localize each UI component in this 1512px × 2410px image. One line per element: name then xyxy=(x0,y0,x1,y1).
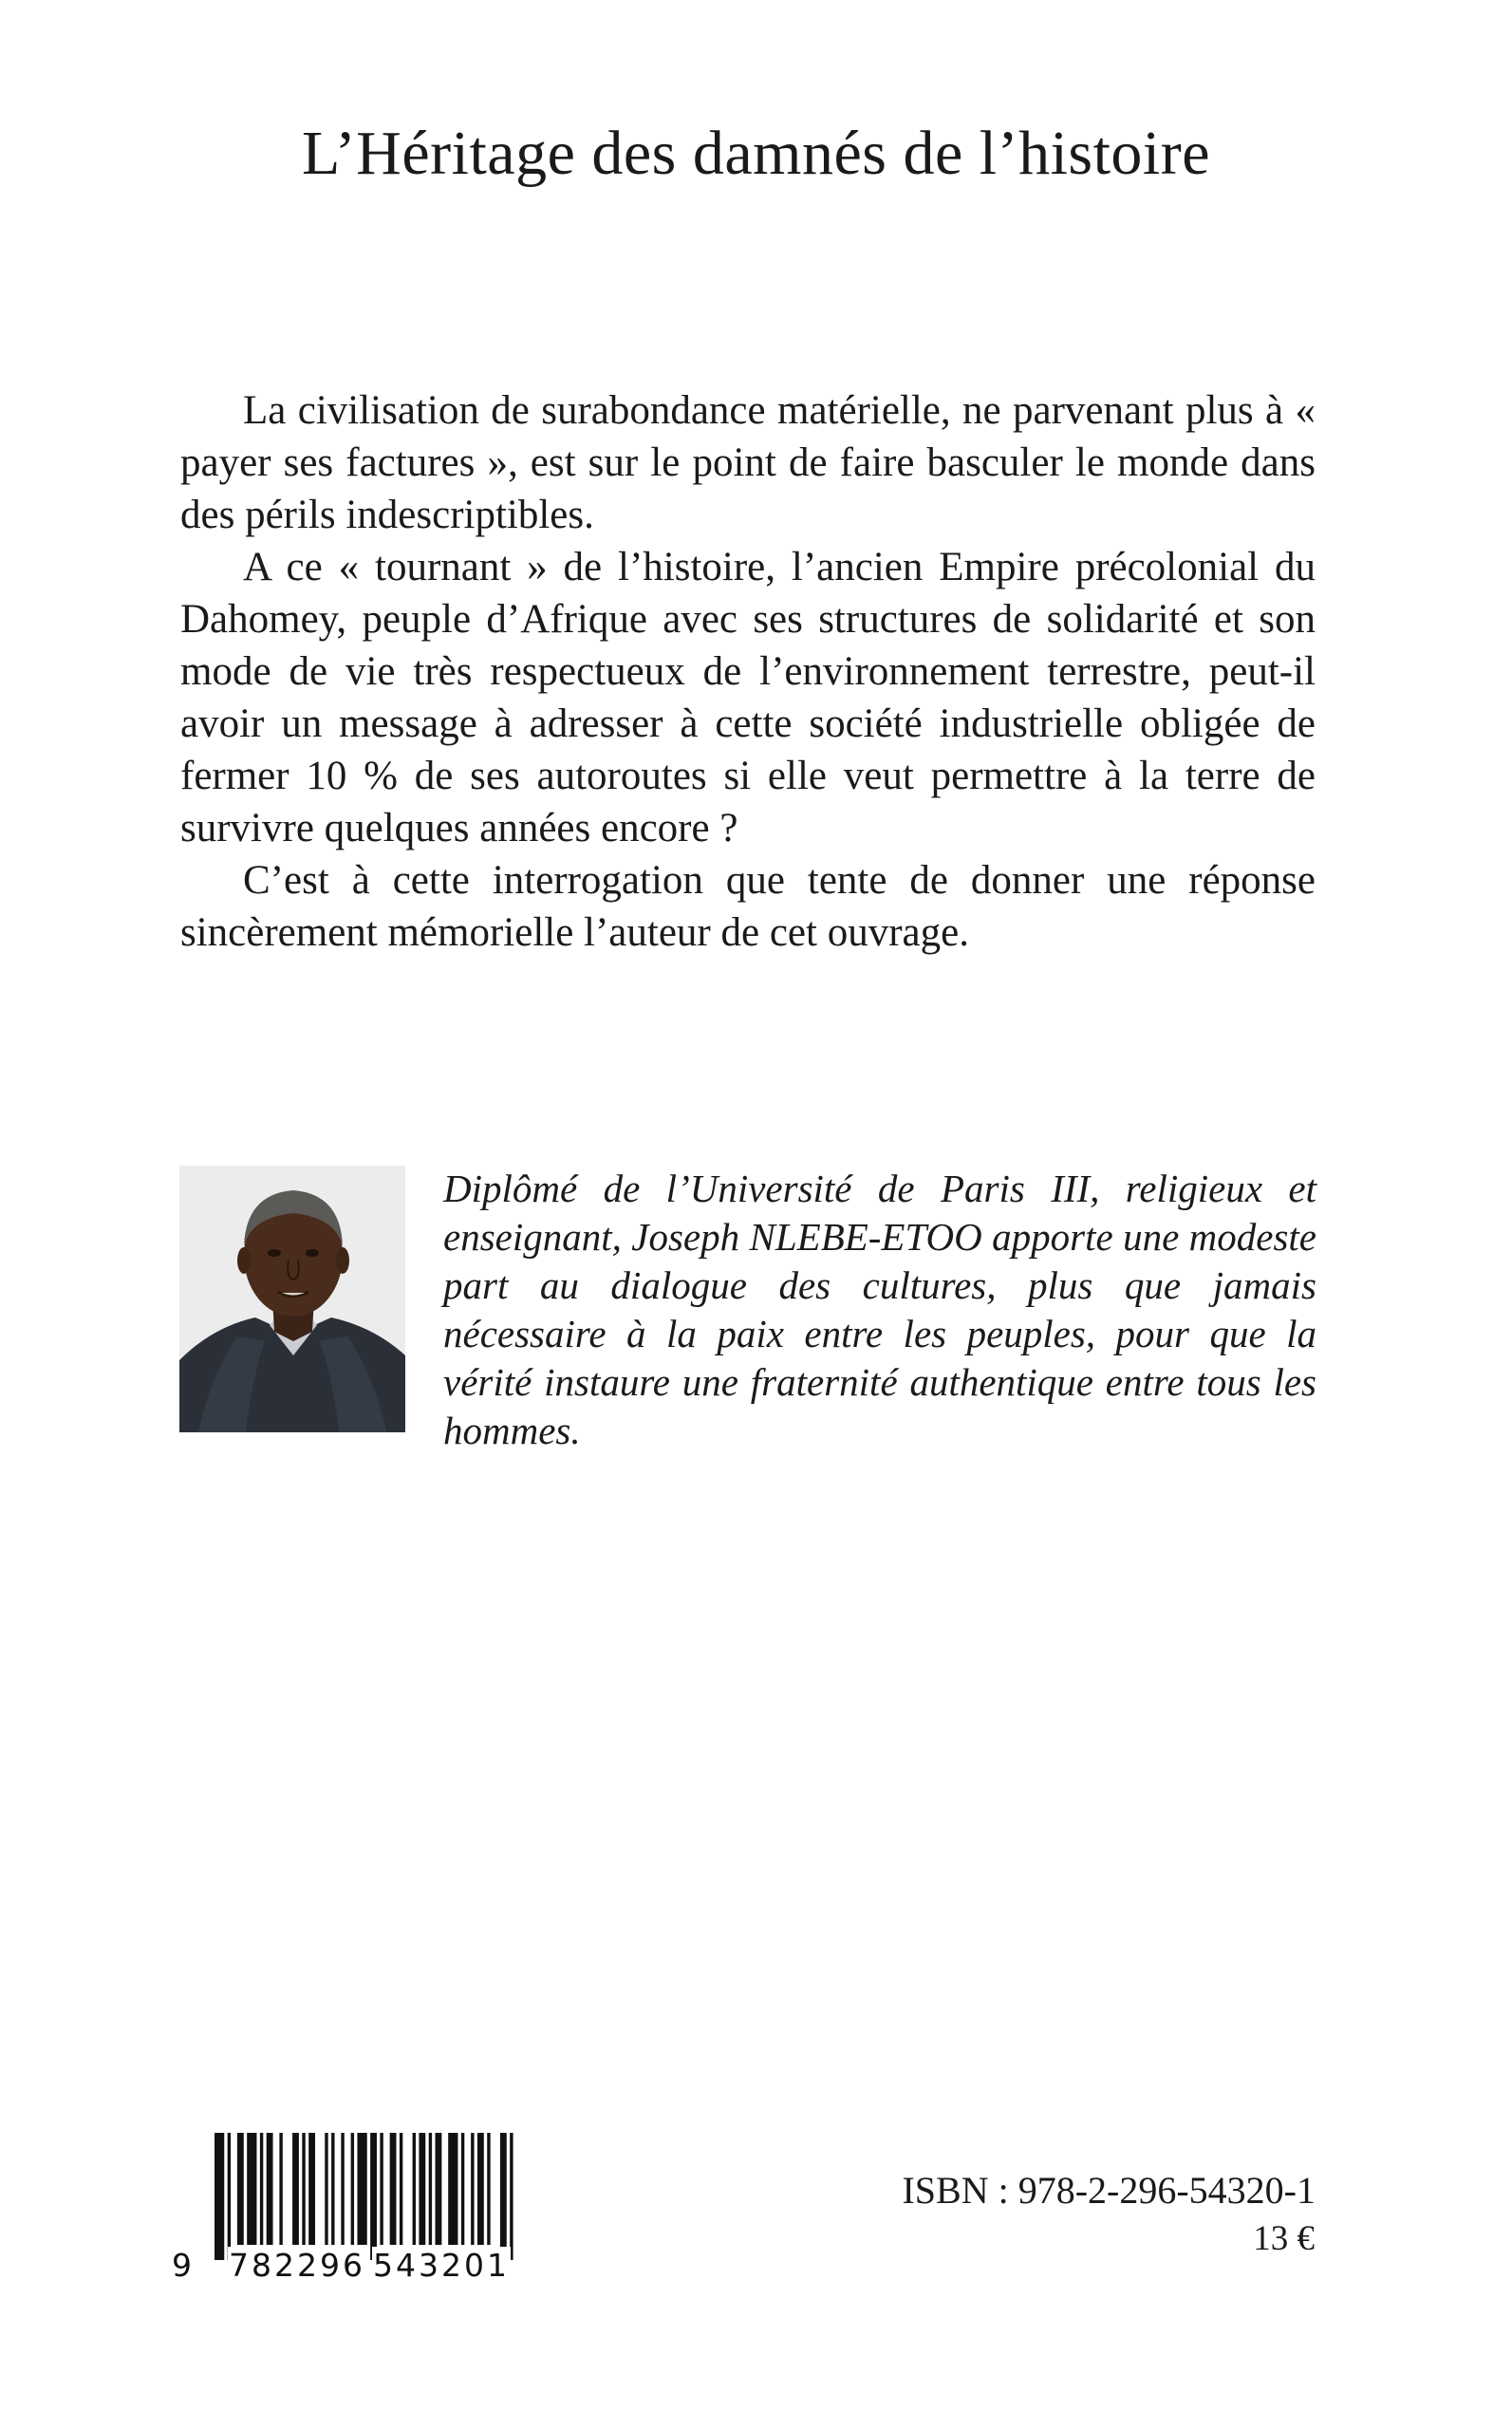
barcode-bars-image xyxy=(215,2133,516,2260)
barcode-bar xyxy=(380,2133,383,2245)
barcode-bar xyxy=(429,2133,432,2245)
barcode-bar xyxy=(267,2133,273,2245)
summary-paragraph-3: C’est à cette interrogation que tente de donner une réponse sincèrement mémorielle l’auteur de cet ouvrage. xyxy=(180,858,1316,955)
barcode-bar xyxy=(413,2133,416,2245)
barcode-bar xyxy=(390,2133,397,2245)
barcode-bar xyxy=(302,2133,305,2245)
barcode-bar xyxy=(260,2133,263,2245)
isbn-barcode xyxy=(171,2133,530,2290)
barcode-bar xyxy=(448,2133,457,2245)
barcode-bar xyxy=(237,2133,244,2245)
barcode-bar xyxy=(292,2133,299,2245)
barcode-bar xyxy=(308,2133,315,2245)
barcode-first-digit: 9 xyxy=(172,2247,195,2284)
barcode-bar xyxy=(228,2133,231,2260)
barcode-bar xyxy=(370,2133,377,2260)
barcode-bar xyxy=(477,2133,484,2245)
barcode-bar xyxy=(471,2133,474,2245)
barcode-bar xyxy=(325,2133,327,2245)
barcode-bar xyxy=(461,2133,464,2245)
barcode-bar xyxy=(247,2133,256,2245)
barcode-bar xyxy=(341,2133,344,2245)
summary-paragraph-2: A ce « tournant » de l’histoire, l’ancien Empire précolonial du Dahomey, peuple d’Afrique avec ses structures de solidarité et son mode de vie très respectueux de l’environnement terrestre, peut-il avoir un message à adresser à cette société industrielle obligée de fermer 10 % de ses autoroutes si elle veut permettre à la terre de survivre quelques années encore ? xyxy=(180,545,1316,850)
summary-paragraph-1: La civilisation de surabondance matérielle, ne parvenant plus à « payer ses factures », est sur le point de faire basculer le monde dans des périls indescriptibles. xyxy=(180,388,1316,537)
barcode-bar xyxy=(279,2133,282,2245)
barcode-bar xyxy=(419,2133,425,2245)
author-biography: Diplômé de l’Université de Paris III, religieux et enseignant, Joseph NLEBE-ETOO apporte une modeste part au dialogue des cultures, plus que jamais nécessaire à la paix entre les peuples, pour que la vérité instaure une fraternité authentique entre tous les hommes. xyxy=(443,1167,1316,1452)
barcode-bar xyxy=(436,2133,442,2245)
barcode-bar xyxy=(500,2133,507,2260)
barcode-bar xyxy=(331,2133,334,2245)
barcode-bar xyxy=(487,2133,490,2245)
barcode-right-group: 543201 xyxy=(373,2247,510,2284)
barcode-left-group: 782296 xyxy=(229,2247,365,2284)
price: 13 € xyxy=(1253,2219,1315,2258)
barcode-bar xyxy=(357,2133,366,2245)
back-cover-summary xyxy=(180,384,1316,959)
author-portrait-image xyxy=(179,1166,405,1432)
isbn-number: ISBN : 978-2-296-54320-1 xyxy=(902,2169,1316,2212)
barcode-bar xyxy=(351,2133,354,2245)
book-title: L’Héritage des damnés de l’histoire xyxy=(301,119,1211,189)
barcode-digits xyxy=(171,2247,530,2289)
barcode-bar xyxy=(400,2133,402,2245)
barcode-bar xyxy=(510,2133,513,2260)
barcode-bar xyxy=(215,2133,224,2260)
author-photo xyxy=(179,1166,405,1432)
